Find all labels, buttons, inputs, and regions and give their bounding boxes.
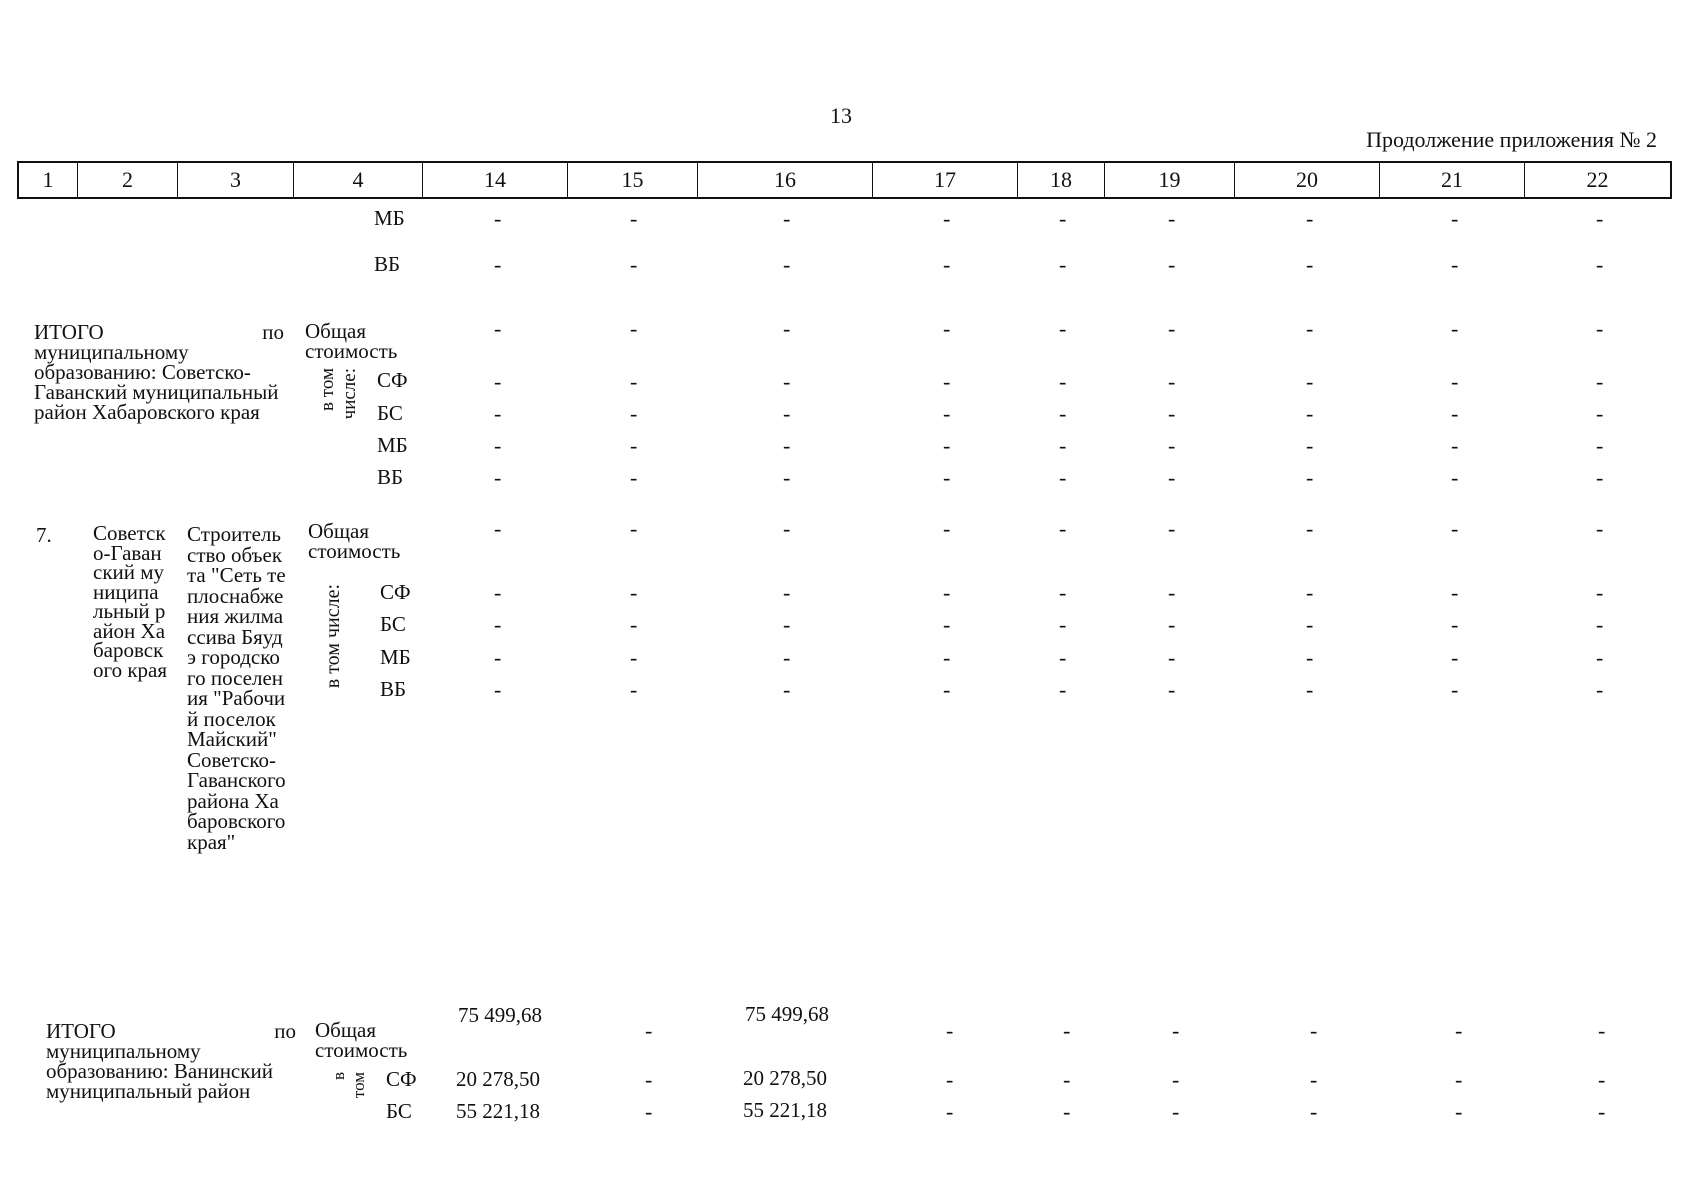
dash-cell: - bbox=[494, 433, 502, 458]
dash-cell: - bbox=[943, 580, 951, 605]
dash-cell: - bbox=[1059, 516, 1067, 541]
dash-cell: - bbox=[1168, 465, 1176, 490]
dash-cell: - bbox=[1059, 580, 1067, 605]
value-cell: 20 278,50 bbox=[743, 1066, 827, 1090]
dash-cell: - bbox=[494, 252, 502, 277]
header-col: 3 bbox=[178, 163, 294, 197]
dash-cell: - bbox=[946, 1099, 954, 1124]
dash-cell: - bbox=[630, 465, 638, 490]
dash-cell: - bbox=[943, 206, 951, 231]
dash-cell: - bbox=[1059, 645, 1067, 670]
dash-cell: - bbox=[494, 612, 502, 637]
label-bs: БС bbox=[380, 612, 406, 636]
dash-cell: - bbox=[1168, 516, 1176, 541]
row-number: 7. bbox=[36, 523, 52, 547]
label-mb: МБ bbox=[374, 206, 405, 230]
header-col: 16 bbox=[698, 163, 873, 197]
total-cost-label: Общая стоимость bbox=[308, 519, 401, 563]
table-header bbox=[17, 161, 1672, 199]
value-cell: 55 221,18 bbox=[743, 1098, 827, 1122]
dash-cell: - bbox=[943, 401, 951, 426]
dash-cell: - bbox=[494, 677, 502, 702]
dash-cell: - bbox=[1168, 677, 1176, 702]
dash-cell: - bbox=[1063, 1018, 1071, 1043]
dash-cell: - bbox=[1059, 369, 1067, 394]
po-word: по bbox=[274, 1019, 296, 1043]
dash-cell: - bbox=[630, 612, 638, 637]
dash-cell: - bbox=[1306, 401, 1314, 426]
header-col: 22 bbox=[1586, 167, 1609, 192]
dash-cell: - bbox=[1596, 465, 1604, 490]
dash-cell: - bbox=[1596, 677, 1604, 702]
dash-cell: - bbox=[1596, 612, 1604, 637]
dash-cell: - bbox=[943, 677, 951, 702]
dash-cell: - bbox=[783, 252, 791, 277]
dash-cell: - bbox=[1455, 1099, 1463, 1124]
dash-cell: - bbox=[1059, 465, 1067, 490]
including-label: в bbox=[329, 1072, 348, 1081]
dash-cell: - bbox=[1451, 369, 1459, 394]
dash-cell: - bbox=[494, 369, 502, 394]
header-col: 2 bbox=[78, 163, 178, 197]
dash-cell: - bbox=[630, 401, 638, 426]
header-col: 18 bbox=[1018, 163, 1105, 197]
dash-cell: - bbox=[645, 1067, 653, 1092]
including-label: в том числе: bbox=[322, 584, 344, 689]
dash-cell: - bbox=[1059, 612, 1067, 637]
dash-cell: - bbox=[783, 580, 791, 605]
dash-cell: - bbox=[1059, 401, 1067, 426]
dash-cell: - bbox=[783, 401, 791, 426]
dash-cell: - bbox=[630, 433, 638, 458]
header-col: 19 bbox=[1105, 163, 1235, 197]
dash-cell: - bbox=[1596, 252, 1604, 277]
itogo-word: ИТОГО bbox=[34, 320, 104, 344]
dash-cell: - bbox=[1451, 206, 1459, 231]
label-sf: СФ bbox=[377, 368, 408, 392]
dash-cell: - bbox=[1596, 433, 1604, 458]
dash-cell: - bbox=[1310, 1099, 1318, 1124]
header-col: 1 bbox=[19, 163, 78, 197]
value-cell: 55 221,18 bbox=[456, 1099, 540, 1123]
dash-cell: - bbox=[630, 580, 638, 605]
dash-cell: - bbox=[1310, 1018, 1318, 1043]
dash-cell: - bbox=[783, 612, 791, 637]
dash-cell: - bbox=[1063, 1067, 1071, 1092]
total-cost-label: Общая стоимость bbox=[315, 1018, 408, 1062]
dash-cell: - bbox=[645, 1099, 653, 1124]
label-vb: ВБ bbox=[380, 677, 407, 701]
dash-cell: - bbox=[630, 516, 638, 541]
dash-cell: - bbox=[1451, 516, 1459, 541]
dash-cell: - bbox=[1168, 316, 1176, 341]
row7-municipality: Советско-Гаванский муниципальный район Хабаровского края bbox=[93, 521, 168, 682]
header-col: 17 bbox=[873, 163, 1018, 197]
dash-cell: - bbox=[1451, 465, 1459, 490]
header-col: 14 bbox=[423, 163, 568, 197]
label-bs: БС bbox=[377, 401, 403, 425]
itogo-sovgav-label bbox=[34, 322, 284, 422]
dash-cell: - bbox=[1451, 677, 1459, 702]
dash-cell: - bbox=[1451, 580, 1459, 605]
dash-cell: - bbox=[494, 401, 502, 426]
dash-cell: - bbox=[494, 580, 502, 605]
dash-cell: - bbox=[1596, 316, 1604, 341]
dash-cell: - bbox=[946, 1018, 954, 1043]
dash-cell: - bbox=[1059, 677, 1067, 702]
dash-cell: - bbox=[1451, 316, 1459, 341]
dash-cell: - bbox=[1451, 252, 1459, 277]
dash-cell: - bbox=[1168, 401, 1176, 426]
dash-cell: - bbox=[783, 516, 791, 541]
dash-cell: - bbox=[1306, 677, 1314, 702]
dash-cell: - bbox=[1310, 1067, 1318, 1092]
dash-cell: - bbox=[1306, 369, 1314, 394]
dash-cell: - bbox=[943, 645, 951, 670]
itogo-vanino-label bbox=[46, 1021, 296, 1101]
header-col: 21 bbox=[1380, 163, 1525, 197]
itogo-rest: муниципальному образованию: Ванинский муниципальный район bbox=[46, 1039, 273, 1103]
dash-cell: - bbox=[1596, 580, 1604, 605]
dash-cell: - bbox=[1059, 206, 1067, 231]
dash-cell: - bbox=[1306, 580, 1314, 605]
label-mb: МБ bbox=[380, 645, 411, 669]
label-vb: ВБ bbox=[374, 252, 401, 276]
dash-cell: - bbox=[1306, 206, 1314, 231]
row7-object: Строительство объекта "Сеть теплоснабжения жилмассива Бяудэ городского поселения "Рабочий поселок Майский" Советско-Гаванского района Хабаровского края" bbox=[187, 522, 286, 854]
dash-cell: - bbox=[946, 1067, 954, 1092]
value-cell: 75 499,68 bbox=[745, 1002, 829, 1026]
dash-cell: - bbox=[494, 465, 502, 490]
dash-cell: - bbox=[783, 316, 791, 341]
dash-cell: - bbox=[783, 369, 791, 394]
dash-cell: - bbox=[943, 252, 951, 277]
dash-cell: - bbox=[1168, 612, 1176, 637]
dash-cell: - bbox=[1306, 316, 1314, 341]
dash-cell: - bbox=[1455, 1067, 1463, 1092]
dash-cell: - bbox=[1059, 316, 1067, 341]
dash-cell: - bbox=[943, 516, 951, 541]
dash-cell: - bbox=[1451, 401, 1459, 426]
dash-cell: - bbox=[494, 316, 502, 341]
dash-cell: - bbox=[630, 645, 638, 670]
dash-cell: - bbox=[1596, 516, 1604, 541]
dash-cell: - bbox=[1451, 433, 1459, 458]
dash-cell: - bbox=[494, 516, 502, 541]
dash-cell: - bbox=[1306, 645, 1314, 670]
header-col: 4 bbox=[294, 163, 423, 197]
dash-cell: - bbox=[943, 465, 951, 490]
dash-cell: - bbox=[1059, 252, 1067, 277]
dash-cell: - bbox=[1059, 433, 1067, 458]
dash-cell: - bbox=[783, 645, 791, 670]
dash-cell: - bbox=[630, 316, 638, 341]
dash-cell: - bbox=[1168, 433, 1176, 458]
itogo-word: ИТОГО bbox=[46, 1019, 116, 1043]
dash-cell: - bbox=[783, 433, 791, 458]
dash-cell: - bbox=[630, 677, 638, 702]
label-bs: БС bbox=[386, 1099, 412, 1123]
dash-cell: - bbox=[1455, 1018, 1463, 1043]
continuation-note: Продолжение приложения № 2 bbox=[1366, 127, 1657, 152]
header-col: 15 bbox=[568, 163, 698, 197]
dash-cell: - bbox=[1172, 1018, 1180, 1043]
header-col: 20 bbox=[1235, 163, 1380, 197]
dash-cell: - bbox=[494, 645, 502, 670]
dash-cell: - bbox=[1451, 645, 1459, 670]
dash-cell: - bbox=[645, 1018, 653, 1043]
dash-cell: - bbox=[1306, 433, 1314, 458]
dash-cell: - bbox=[783, 465, 791, 490]
dash-cell: - bbox=[1598, 1018, 1606, 1043]
label-sf: СФ bbox=[386, 1067, 417, 1091]
label-mb: МБ bbox=[377, 433, 408, 457]
dash-cell: - bbox=[1598, 1099, 1606, 1124]
dash-cell: - bbox=[630, 206, 638, 231]
dash-cell: - bbox=[1168, 369, 1176, 394]
dash-cell: - bbox=[1172, 1099, 1180, 1124]
itogo-rest: муниципальному образованию: Советско-Гаванский муниципальный район Хабаровского края bbox=[34, 340, 279, 424]
dash-cell: - bbox=[1168, 252, 1176, 277]
po-word: по bbox=[262, 320, 284, 344]
dash-cell: - bbox=[783, 677, 791, 702]
dash-cell: - bbox=[1172, 1067, 1180, 1092]
dash-cell: - bbox=[1306, 516, 1314, 541]
dash-cell: - bbox=[1596, 645, 1604, 670]
dash-cell: - bbox=[1598, 1067, 1606, 1092]
dash-cell: - bbox=[1306, 612, 1314, 637]
dash-cell: - bbox=[943, 369, 951, 394]
value-cell: 75 499,68 bbox=[458, 1003, 542, 1027]
dash-cell: - bbox=[1168, 206, 1176, 231]
page-number: 13 bbox=[830, 103, 852, 128]
dash-cell: - bbox=[1306, 465, 1314, 490]
dash-cell: - bbox=[1596, 369, 1604, 394]
dash-cell: - bbox=[1596, 206, 1604, 231]
dash-cell: - bbox=[1063, 1099, 1071, 1124]
dash-cell: - bbox=[1168, 580, 1176, 605]
dash-cell: - bbox=[630, 369, 638, 394]
label-vb: ВБ bbox=[377, 465, 404, 489]
label-sf: СФ bbox=[380, 580, 411, 604]
total-cost-label: Общая стоимость bbox=[305, 319, 398, 363]
dash-cell: - bbox=[1596, 401, 1604, 426]
value-cell: 20 278,50 bbox=[456, 1067, 540, 1091]
dash-cell: - bbox=[1168, 645, 1176, 670]
dash-cell: - bbox=[783, 206, 791, 231]
dash-cell: - bbox=[943, 316, 951, 341]
including-label: том bbox=[349, 1072, 368, 1099]
dash-cell: - bbox=[630, 252, 638, 277]
including-label: числе: bbox=[339, 368, 360, 420]
dash-cell: - bbox=[943, 433, 951, 458]
dash-cell: - bbox=[494, 206, 502, 231]
dash-cell: - bbox=[943, 612, 951, 637]
including-label: в том bbox=[317, 368, 338, 411]
dash-cell: - bbox=[1451, 612, 1459, 637]
dash-cell: - bbox=[1306, 252, 1314, 277]
